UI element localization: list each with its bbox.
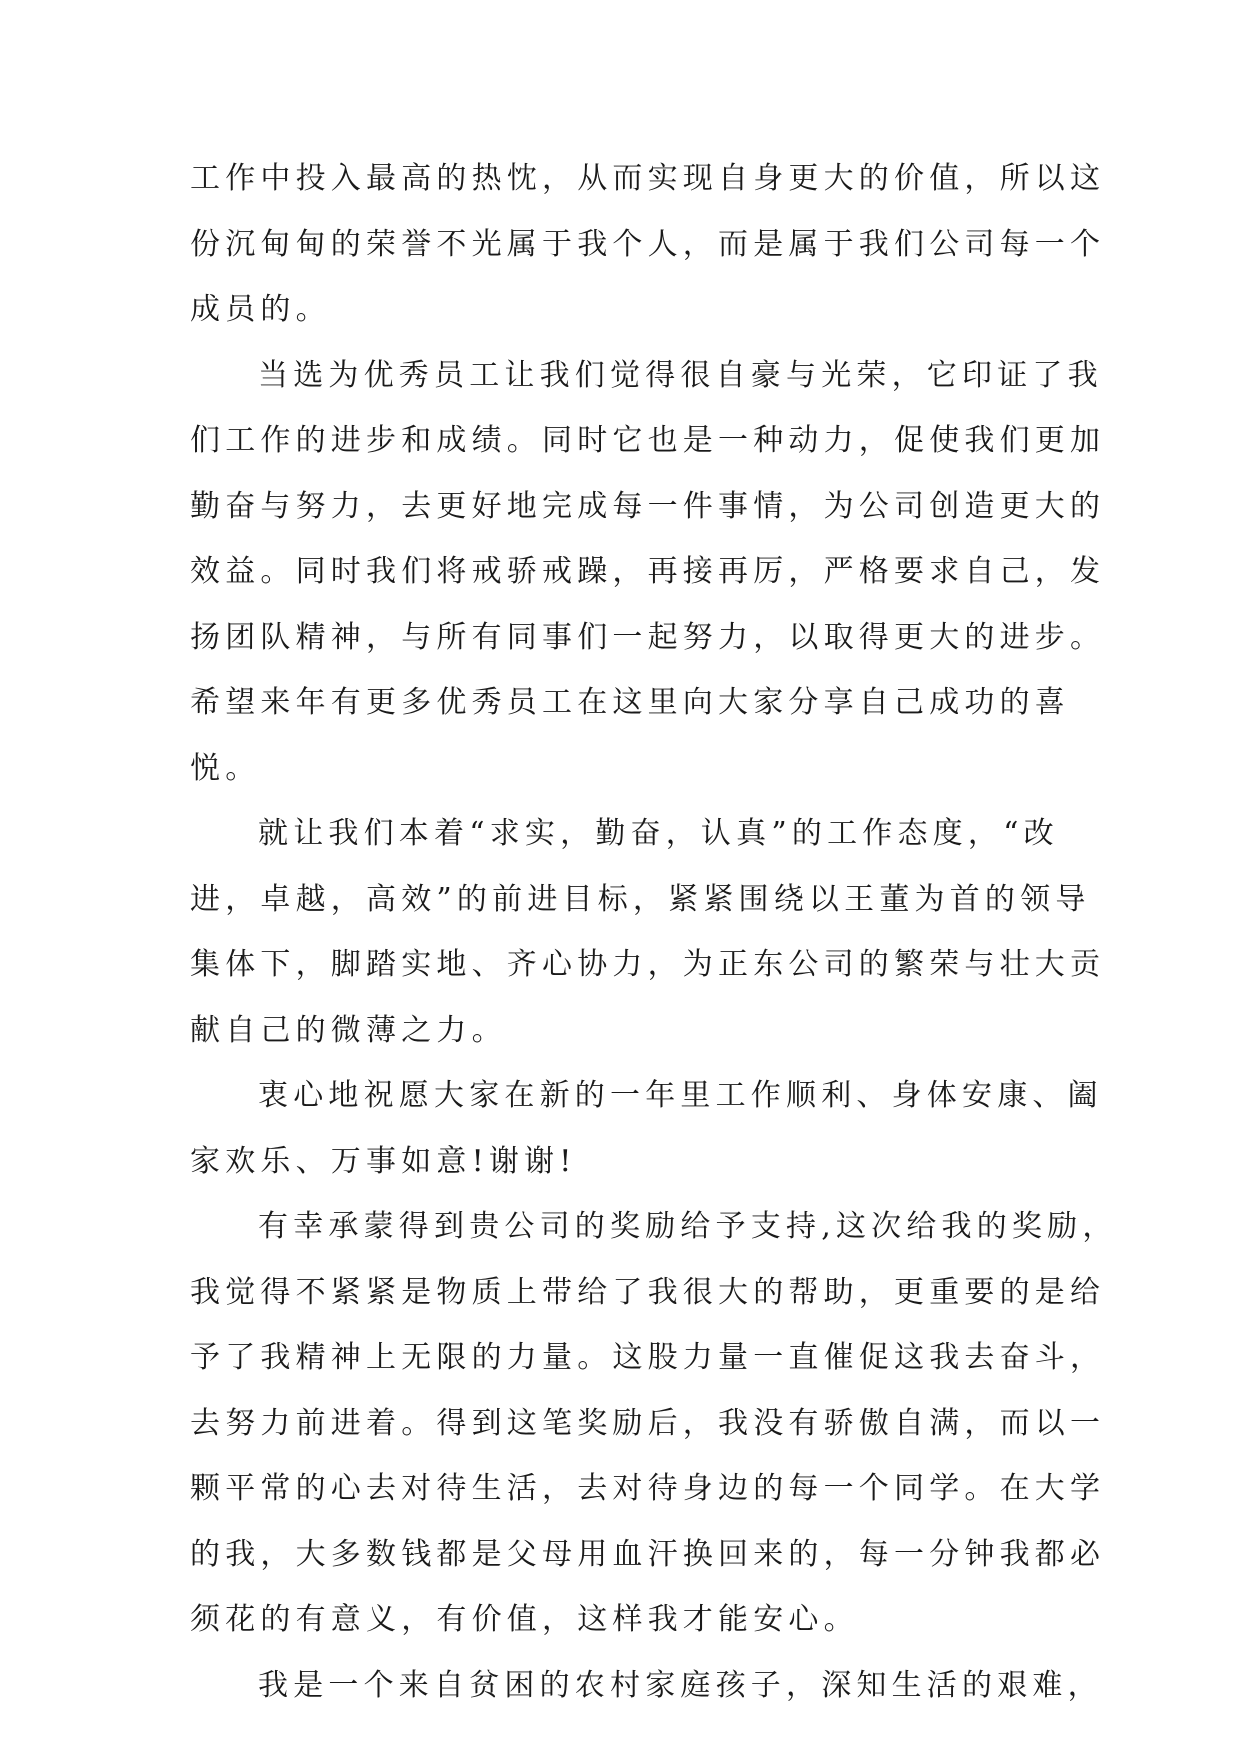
text-line: 希望来年有更多优秀员工在这里向大家分享自己成功的喜 [190,685,1070,720]
text-line: 我觉得不紧紧是物质上带给了我很大的帮助，更重要的是给 [190,1274,1106,1310]
text-line: 们工作的进步和成绩。同时它也是一种动力，促使我们更加 [190,423,1106,458]
text-line: 当选为优秀员工让我们觉得很自豪与光荣，它印证了我 [258,357,1103,393]
text-line: 份沉甸甸的荣誉不光属于我个人，而是属于我们公司每一个 [190,226,1106,262]
text-line: 勤奋与努力，去更好地完成每一件事情，为公司创造更大的 [190,488,1106,524]
text-line: 颗平常的心去对待生活，去对待身边的每一个同学。在大学 [190,1471,1106,1506]
document-body [190,159,1118,1731]
text-line: 悦。 [190,750,261,786]
text-line: 献自己的微薄之力。 [190,1012,507,1048]
text-line: 衷心地祝愿大家在新的一年里工作顺利、身体安康、阖 [258,1078,1103,1113]
text-line: 集体下，脚踏实地、齐心协力，为正东公司的繁荣与壮大贡 [190,947,1106,982]
text-line: 家欢乐、万事如意!谢谢! [190,1143,577,1179]
text-line: 的我，大多数钱都是父母用血汗换回来的，每一分钟我都必 [190,1536,1106,1572]
text-line: 成员的。 [190,292,331,327]
text-line: 扬团队精神，与所有同事们一起努力，以取得更大的进步。 [190,619,1106,655]
text-line: 予了我精神上无限的力量。这股力量一直催促这我去奋斗， [190,1340,1106,1375]
text-line: 有幸承蒙得到贵公司的奖励给予支持,这次给我的奖励， [258,1209,1118,1244]
text-line: 我是一个来自贫困的农村家庭孩子，深知生活的艰难， [258,1667,1103,1703]
text-line: 工作中投入最高的热忱，从而实现自身更大的价值，所以这 [190,161,1106,196]
text-line: 须花的有意义，有价值，这样我才能安心。 [190,1602,859,1637]
text-line: 效益。同时我们将戒骄戒躁，再接再厉，严格要求自己，发 [190,554,1106,589]
text-line: 就让我们本着“求实，勤奋，认真”的工作态度，“改 [258,816,1059,851]
text-line: 进，卓越，高效”的前进目标，紧紧围绕以王董为首的领导 [190,881,1091,917]
text-line: 去努力前进着。得到这笔奖励后，我没有骄傲自满，而以一 [190,1405,1106,1441]
